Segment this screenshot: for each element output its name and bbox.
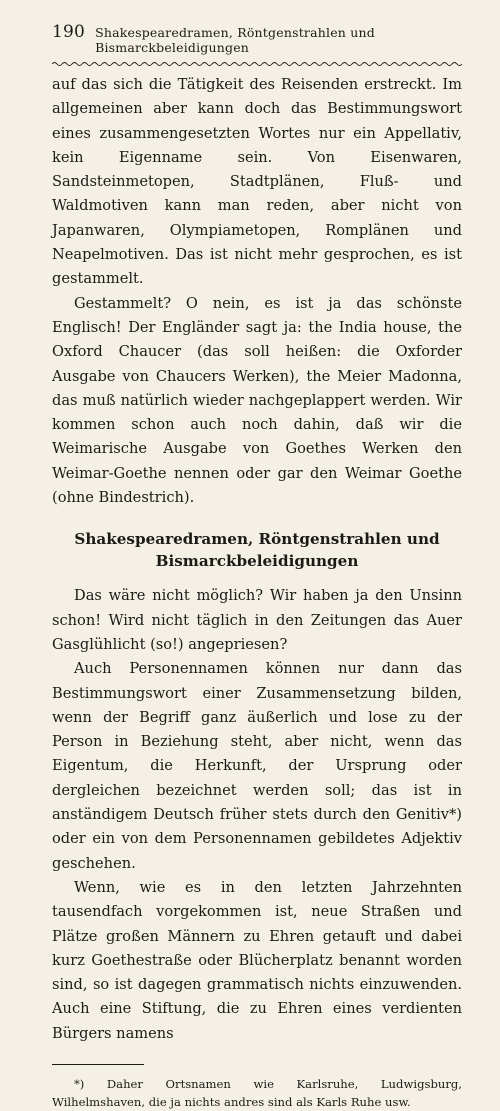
footnote-rule: [52, 1064, 144, 1065]
section-heading: Shakespearedramen, Röntgenstrahlen und Bismarckbeleidigungen: [74, 530, 440, 571]
paragraph: Auch Personennamen können nur dann das Bestimmungswort einer Zusammensetzung bilden, wenn der Begriff ganz äußerlich und lose zu der Person in Beziehung steht, aber nicht, wenn das Eigentum, die Herkunft, der Ursprung oder dergleichen bezeichnet werden soll; das ist in anständigem Deutsch früher stets durch den Genitiv*) oder ein von dem Personennamen gebildetes Adjektiv geschehen.: [52, 660, 462, 872]
running-head: Shakespearedramen, Röntgenstrahlen und Bismarckbeleidigungen: [95, 25, 375, 55]
page-number: 190: [52, 22, 86, 42]
footnote: *) Daher Ortsnamen wie Karlsruhe, Ludwigsburg, Wilhelmshaven, die ja nichts andres sind als Karls Ruhe usw.: [52, 1076, 462, 1109]
page-header: [52, 22, 462, 55]
paragraph: Gestammelt? O nein, es ist ja das schönste Englisch! Der Engländer sagt ja: the India house, the Oxford Chaucer (das soll heißen: die Oxforder Ausgabe von Chaucers Werken), the Meier Madonna, das muß natürlich wieder nachgeplappert werden. Wir kommen schon auch noch dahin, daß wir die Weimarische Ausgabe von Goethes Werken den Weimar-Goethe nennen oder gar den Weimar Goethe (ohne Bindestrich).: [52, 294, 462, 507]
paragraph-continuation: auf das sich die Tätigkeit des Reisenden erstreckt. Im allgemeinen aber kann doch das Bestimmungswort eines zusammengesetzten Wortes nur ein Appellativ, kein Eigenname sein. Von Eisenwaren, Sandsteinmetopen, Stadtplänen, Fluß- und Waldmotiven kann man reden, aber nicht von Japanwaren, Olympiametopen, Romplänen und Neapelmotiven. Das ist nicht mehr gesprochen, es ist gestammelt.: [52, 76, 462, 288]
paragraph: Das wäre nicht möglich? Wir haben ja den Unsinn schon! Wird nicht täglich in den Zeitungen das Auer Gasglühlicht (so!) angepriesen?: [52, 587, 462, 653]
main-text: [52, 73, 462, 1046]
header-wavy-rule: [52, 61, 462, 67]
paragraph: Wenn, wie es in den letzten Jahrzehnten tausendfach vorgekommen ist, neue Straßen und Plätze großen Männern zu Ehren getauft und dabei kurz Goethestraße oder Blücherplatz benannt worden sind, so ist dagegen grammatisch nichts einzuwenden. Auch eine Stiftung, die zu Ehren eines verdienten Bürgers namens: [52, 878, 462, 1042]
